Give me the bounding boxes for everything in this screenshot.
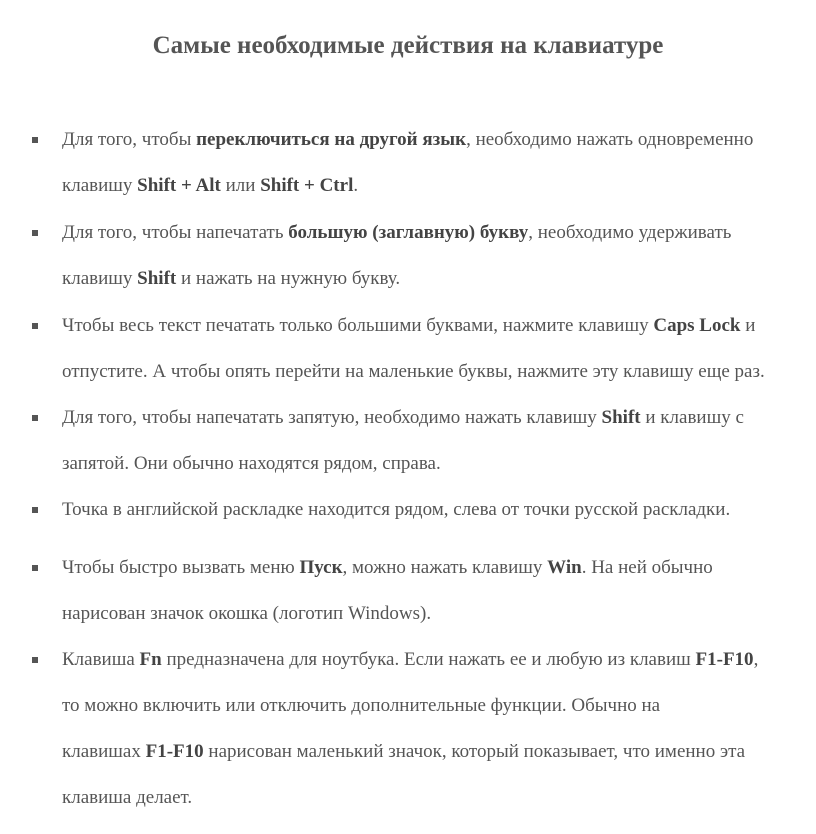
text-line bbox=[62, 361, 765, 383]
text-line bbox=[62, 453, 441, 475]
text-run: , необходимо нажать одновременно bbox=[466, 129, 754, 150]
text-run: Чтобы быстро вызвать меню bbox=[62, 557, 300, 578]
text-run: предназначена для ноутбука. Если нажать ее и любую из клавиш bbox=[161, 649, 696, 670]
text-run: клавишу bbox=[62, 175, 138, 196]
bold-text: Shift + Ctrl bbox=[260, 175, 354, 196]
text-run: Чтобы весь текст печатать только большими буквами, нажмите клавишу bbox=[62, 315, 654, 336]
text-run: и клавишу с bbox=[640, 407, 744, 428]
text-run: клавишах bbox=[62, 741, 146, 762]
text-run: Точка в английской раскладке находится рядом, слева от точки русской раскладки. bbox=[62, 499, 731, 520]
text-run: клавишу bbox=[62, 268, 138, 289]
text-run: и нажать на нужную букву. bbox=[176, 268, 401, 289]
text-run: нарисован маленький значок, который показывает, что именно эта bbox=[203, 741, 746, 762]
text-run: нарисован значок окошка (логотип Windows). bbox=[62, 603, 432, 624]
bold-text: Caps Lock bbox=[653, 315, 741, 336]
bold-text: Shift + Alt bbox=[137, 175, 221, 196]
square-bullet-icon bbox=[32, 415, 38, 421]
text-run: Клавиша bbox=[62, 649, 140, 670]
page-title: Самые необходимые действия на клавиатуре bbox=[152, 32, 664, 59]
bold-text: F1-F10 bbox=[145, 741, 204, 762]
bold-text: F1-F10 bbox=[695, 649, 754, 670]
text-line bbox=[62, 557, 713, 579]
text-run: . На ней обычно bbox=[581, 557, 713, 578]
text-run: или bbox=[220, 175, 261, 196]
text-run: клавиша делает. bbox=[62, 787, 193, 808]
square-bullet-icon bbox=[32, 657, 38, 663]
text-line bbox=[62, 787, 192, 809]
bold-text: Win bbox=[547, 557, 582, 578]
text-run: , можно нажать клавишу bbox=[342, 557, 548, 578]
text-run: запятой. Они обычно находятся рядом, справа. bbox=[62, 453, 441, 474]
text-line bbox=[62, 695, 660, 717]
text-run: , bbox=[753, 649, 759, 670]
square-bullet-icon bbox=[32, 565, 38, 571]
text-line bbox=[62, 741, 745, 763]
text-run: . bbox=[353, 175, 359, 196]
text-line bbox=[62, 175, 358, 197]
text-line bbox=[62, 222, 731, 244]
bold-text: Shift bbox=[137, 268, 177, 289]
text-line bbox=[62, 649, 758, 671]
text-line bbox=[62, 407, 744, 429]
bold-text: Fn bbox=[139, 649, 162, 670]
text-run: и bbox=[740, 315, 756, 336]
text-line bbox=[62, 499, 730, 521]
text-run: то можно включить или отключить дополнительные функции. Обычно на bbox=[62, 695, 661, 716]
bold-text: Shift bbox=[601, 407, 641, 428]
square-bullet-icon bbox=[32, 137, 38, 143]
text-run: , необходимо удерживать bbox=[528, 222, 732, 243]
text-run: Для того, чтобы напечатать bbox=[62, 222, 289, 243]
square-bullet-icon bbox=[32, 507, 38, 513]
square-bullet-icon bbox=[32, 323, 38, 329]
bold-text: переключиться на другой язык bbox=[196, 129, 467, 150]
text-line bbox=[62, 129, 753, 151]
text-line bbox=[62, 315, 755, 337]
text-run: отпустите. А чтобы опять перейти на маленькие буквы, нажмите эту клавишу еще раз. bbox=[62, 361, 765, 382]
text-run: Для того, чтобы bbox=[62, 129, 197, 150]
bold-text: Пуск bbox=[299, 557, 343, 578]
text-line bbox=[62, 603, 431, 625]
bold-text: большую (заглавную) букву bbox=[288, 222, 529, 243]
square-bullet-icon bbox=[32, 230, 38, 236]
text-run: Для того, чтобы напечатать запятую, необходимо нажать клавишу bbox=[62, 407, 602, 428]
text-line bbox=[62, 268, 400, 290]
